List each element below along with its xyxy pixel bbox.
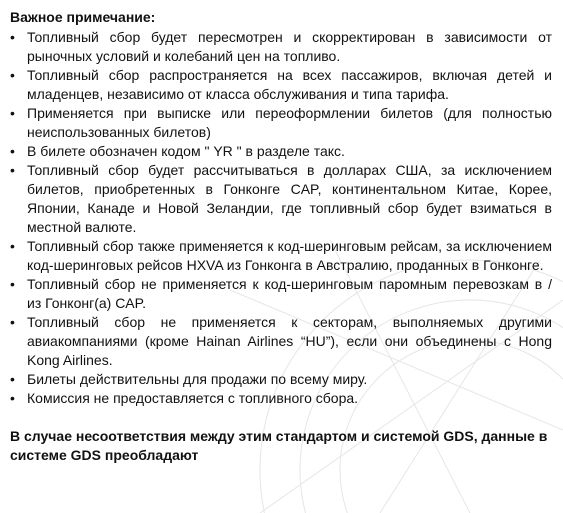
note-item [10, 275, 552, 313]
bullet-icon: • [10, 143, 15, 159]
bullet-icon: • [10, 29, 15, 45]
bullet-icon: • [10, 238, 15, 254]
note-text: Топливный сбор не применяется к код-шеринговым паромным перевозкам в / из Гонконг(а) CAP. [27, 276, 552, 311]
note-text: Билеты действительны для продажи по всему миру. [27, 371, 368, 387]
note-item [10, 237, 552, 275]
note-item [10, 104, 552, 142]
note-item [10, 161, 552, 237]
bullet-icon: • [10, 276, 15, 292]
note-item [10, 313, 552, 370]
note-text: Топливный сбор будет рассчитываться в долларах США, за исключением билетов, приобретенных в Гонконге CAP, континентальном Китае, Корее, Японии, Канаде и Новой Зеландии, где топливный сбор будет взиматься в местной валюте. [27, 162, 552, 235]
note-text: Топливный сбор будет пересмотрен и скорректирован в зависимости от рыночных условий и колебаний цен на топливо. [27, 29, 552, 64]
bullet-icon: • [10, 390, 15, 406]
bullet-icon: • [10, 105, 15, 121]
note-text: Топливный сбор распространяется на всех пассажиров, включая детей и младенцев, независимо от класса обслуживания и типа тарифа. [27, 67, 552, 102]
note-text: Применяется при выписке или переоформлении билетов (для полностью неиспользованных билетов) [27, 105, 552, 140]
bullet-icon: • [10, 162, 15, 178]
bullet-icon: • [10, 67, 15, 83]
note-item [10, 28, 552, 66]
note-item [10, 370, 552, 389]
note-text: Комиссия не предоставляется с топливного сбора. [27, 390, 359, 406]
note-text: В билете обозначен кодом " YR " в разделе такс. [27, 143, 345, 159]
note-text: Топливный сбор также применяется к код-шеринговым рейсам, за исключением код-шеринговых рейсов HXVA из Гонконга в Австралию, проданных в Гонконге. [27, 238, 552, 273]
bullet-icon: • [10, 371, 15, 387]
gds-precedence-note: В случае несоответствия между этим стандартом и системой GDS, данные в системе GDS преобладают [10, 428, 548, 463]
note-text: Топливный сбор не применяется к секторам, выполняемых другими авиакомпаниями (кроме Hainan Airlines “HU”), если они объединены с Hong Kong Airlines. [27, 314, 552, 368]
bullet-icon: • [10, 314, 15, 330]
note-item [10, 66, 552, 104]
note-item [10, 389, 552, 408]
note-item [10, 142, 552, 161]
notes-list [10, 28, 552, 408]
notes-heading: Важное примечание: [10, 9, 156, 25]
notes-section [10, 8, 552, 465]
